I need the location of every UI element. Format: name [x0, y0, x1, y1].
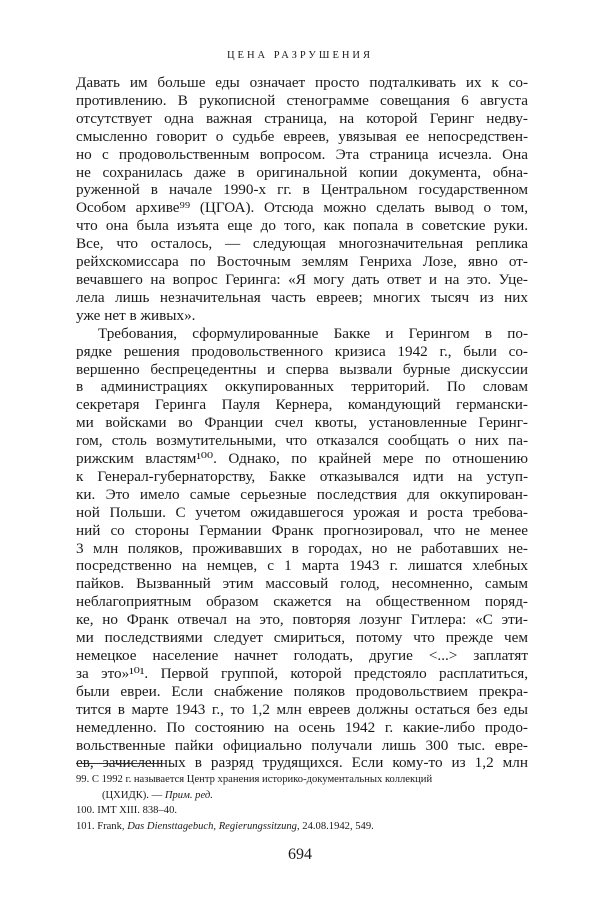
- text-line: немедленно. По состоянию на осень 1942 г. какие-либо продо-: [76, 718, 528, 736]
- text-line: посредственно на немцев, с 1 марта 1943 г. лишатся хлебных: [76, 557, 528, 575]
- text-line: что она была изъята еще до того, как попала в советские руки.: [76, 217, 528, 235]
- text-line: ми последствиями следует смириться, потому что прежде чем: [76, 629, 528, 647]
- text-line: уже нет в живых».: [76, 306, 196, 324]
- text-line: не сохранилась даже в оригинальной копии документа, обна-: [76, 163, 528, 181]
- text-line: Все, что осталось, — следующая многозначительная реплика: [76, 235, 528, 253]
- text-line: рядке решения продовольственного кризиса 1942 г., были со-: [76, 342, 528, 360]
- text-line: Особом архиве⁹⁹ (ЦГОА). Отсюда можно сделать вывод о том,: [76, 199, 528, 217]
- footnote-101-suffix: , 24.08.1942, 549.: [296, 820, 374, 832]
- footnote-101-title: Das Diensttagebuch, Regierungssitzung: [127, 820, 297, 832]
- editor-note: Прим. ред.: [164, 789, 213, 801]
- footnote-99-text: (ЦХИДК). —: [102, 789, 165, 801]
- footnote-99-continuation: [76, 788, 536, 804]
- footnote-divider: [76, 763, 162, 764]
- text-line: гом, столь возмутительными, что отказался сообщать о них па-: [76, 432, 528, 450]
- page-number: 694: [288, 846, 312, 863]
- text-line: ке, но Франк отвечал на это, повторяя лозунг Гитлера: «С эти-: [76, 611, 528, 629]
- text-line: но с продовольственным вопросом. Эта страница исчезла. Она: [76, 145, 528, 163]
- text-line: руженной в начале 1990-х гг. в Центральном государственном: [76, 181, 528, 199]
- running-header: ЦЕНА РАЗРУШЕНИЯ: [226, 50, 374, 61]
- paragraph-first-line: Требования, сформулированные Бакке и Герингом в по-: [98, 324, 528, 342]
- text-line: 3 млн поляков, проживавших в городах, но не работавших не-: [76, 539, 528, 557]
- text-line: лела лишь незначительная часть евреев; многих тысяч из них: [76, 288, 528, 306]
- text-line: неблагоприятным образом скажется на общественном поряд-: [76, 593, 528, 611]
- text-line: рижским властям¹⁰⁰. Однако, по крайней мере по отношению: [76, 450, 528, 468]
- text-line: были евреи. Если снабжение поляков продовольствием прекра-: [76, 682, 528, 700]
- text-line: смысленно говорит о судьбе евреев, увязывая ее непосредствен-: [76, 127, 528, 145]
- text-line: противлению. В рукописной стенограмме совещания 6 августа: [76, 91, 528, 109]
- text-line: пайков. Вызванный этим массовый голод, несомненно, самым: [76, 575, 528, 593]
- text-line: за это»¹⁰¹. Первой группой, которой предстояло расплатиться,: [76, 664, 528, 682]
- text-line: ев, зачисленных в разряд трудящихся. Если кому-то из 1,2 млн: [76, 754, 528, 772]
- text-line: секретаря Геринга Пауля Кернера, командующий германски-: [76, 396, 528, 414]
- text-line: вольственные пайки официально получали лишь 300 тыс. евре-: [76, 736, 528, 754]
- footnote-101: [76, 819, 536, 835]
- text-line: ной Польши. С учетом ожидавшегося урожая и роста требова-: [76, 503, 528, 521]
- footnote-100: 100. IMT XIII. 838–40.: [76, 805, 178, 817]
- text-line: вершенно беспрецедентны и сперва вызвали бурные дискуссии: [76, 360, 528, 378]
- footnotes: [76, 772, 536, 834]
- text-line: отсутствует одна важная страница, на которой Геринг недву-: [76, 109, 528, 127]
- text-line: в администрациях оккупированных территорий. По словам: [76, 378, 528, 396]
- footnote-101-prefix: 101. Frank,: [76, 820, 128, 832]
- text-line: вечавшего на вопрос Геринга: «Я могу дать ответ и на это. Уце-: [76, 270, 528, 288]
- text-line: тится в марте 1943 г., то 1,2 млн евреев должны остаться без еды: [76, 700, 528, 718]
- main-text: [76, 74, 528, 772]
- footnote-99: 99. С 1992 г. называется Центр хранения историко-документальных коллекций: [76, 774, 433, 785]
- text-line: ки. Это имело самые серьезные последствия для оккупирован-: [76, 485, 528, 503]
- text-line: немецкое население начнет голодать, другие <...> заплатят: [76, 647, 528, 664]
- text-line: рейхскомиссара по Восточным землям Генриха Лозе, явно от-: [76, 253, 528, 271]
- text-line: ний со стороны Германии Франк прогнозировал, что не менее: [76, 521, 528, 539]
- text-line: к Генерал-губернаторству, Бакке отказывался идти на уступ-: [76, 467, 528, 485]
- text-line: Давать им больше еды означает просто подталкивать их к со-: [76, 74, 528, 91]
- text-line: ми войсками во Франции счел квоты, установленные Геринг-: [76, 414, 528, 432]
